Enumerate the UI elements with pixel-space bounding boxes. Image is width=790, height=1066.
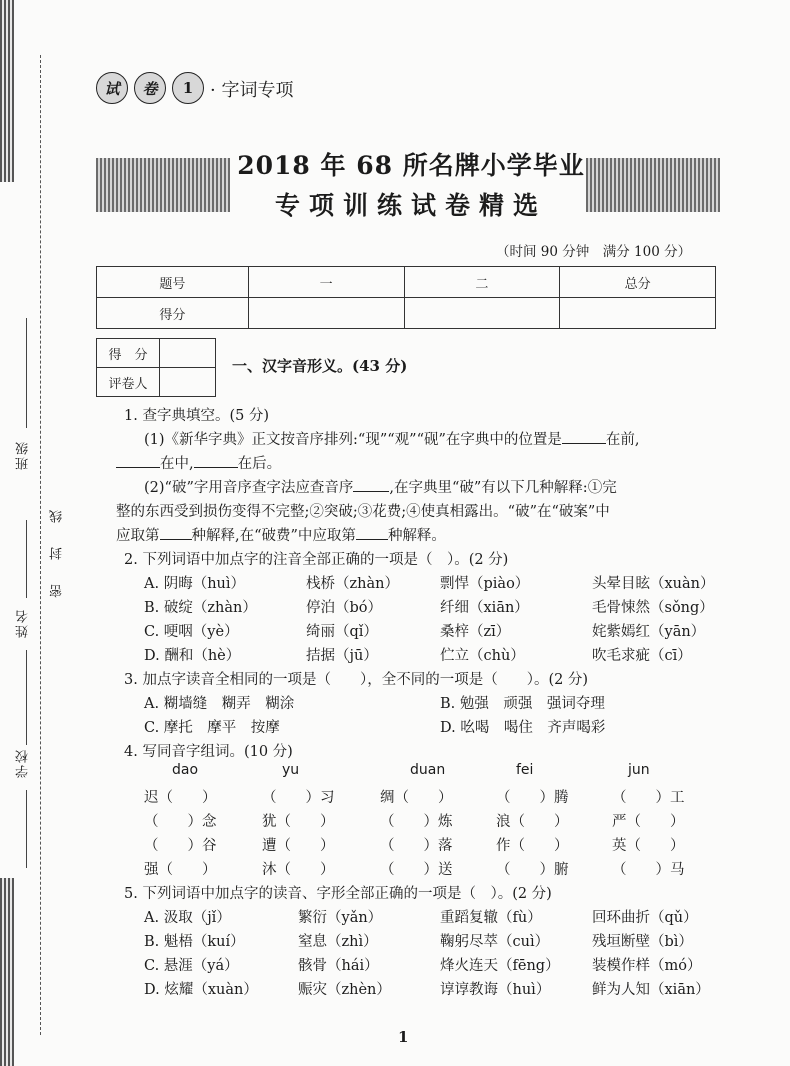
q5-c-3: 烽火连天（fēng） (440, 958, 560, 974)
q1-blank-6[interactable] (356, 539, 388, 540)
grade-box (96, 338, 216, 397)
score-header-total: 总分 (560, 267, 716, 298)
q4-r2-c2[interactable]: 犹（ ） (262, 814, 335, 830)
q2-b-1: B. 破绽（zhàn） (144, 600, 257, 616)
q2-c-2: 绮丽（qǐ） (306, 624, 378, 640)
score-header-2: 二 (404, 267, 560, 298)
q1-p1a: (1)《新华字典》正文按音序排列:“现”“观”“砚”在字典中的位置是 (144, 432, 562, 448)
q5-a-1: A. 汲取（jǐ） (144, 910, 231, 926)
q2-b-2: 停泊（bó） (306, 600, 383, 616)
q2-b-4: 毛骨悚然（sǒng） (592, 600, 714, 616)
q1-blank-4[interactable] (353, 491, 389, 492)
q2-c-3: 桑梓（zī） (440, 624, 511, 640)
seal-text: 密 封 线 (50, 500, 65, 598)
q4-pinyin-dao: dao (172, 762, 199, 778)
q2-d-3: 伫立（chù） (440, 648, 525, 664)
q1-stem: 1. 查字典填空。(5 分) (124, 408, 270, 424)
q1-part2-line1 (144, 476, 617, 497)
q2-option-d[interactable] (0, 644, 790, 664)
q3-stem: 3. 加点字读音全相同的一项是（ ），全不同的一项是（ ）。(2 分) (124, 672, 589, 688)
q4-r3-c3[interactable]: （ ）落 (380, 838, 453, 854)
q4-pinyin-fei: fei (516, 762, 534, 778)
q5-b-1: B. 魁梧（kuí） (144, 934, 245, 950)
q1-p2c: 整的东西受到损伤变得不完整;②突破;③花费;④使真相露出。“破”在“破案”中 (116, 504, 610, 520)
score-cell-2[interactable] (404, 298, 560, 329)
q3-option-d[interactable]: D. 吆喝 喝住 齐声喝彩 (440, 720, 606, 736)
q4-pinyin-jun: jun (628, 762, 650, 778)
q4-r4-c5[interactable]: （ ）马 (612, 862, 685, 878)
q3-option-b[interactable]: B. 勉强 顽强 强词夺理 (440, 696, 605, 712)
q4-r1-c1[interactable]: 迟（ ） (144, 790, 217, 806)
score-table (96, 266, 716, 329)
q1-blank-2[interactable] (116, 467, 160, 468)
q5-b-3: 鞠躬尽萃（cuì） (440, 934, 550, 950)
q5-option-c[interactable] (0, 954, 790, 974)
q5-c-4: 装模作样（mó） (592, 958, 702, 974)
q4-pinyin-duan: duan (410, 762, 446, 778)
q5-d-3: 谆谆教诲（huì） (440, 982, 551, 998)
q4-row-1 (0, 786, 790, 806)
q4-row-2 (0, 810, 790, 830)
q5-a-4: 回环曲折（qǔ） (592, 910, 698, 926)
q2-option-c[interactable] (0, 620, 790, 640)
q5-d-2: 赈灾（zhèn） (298, 982, 391, 998)
q1-p2a: (2)“破”字用音序查字法应查音序 (144, 480, 354, 496)
score-cell-1[interactable] (248, 298, 404, 329)
q4-r4-c3[interactable]: （ ）送 (380, 862, 453, 878)
q2-a-3: 剽悍（piào） (440, 576, 530, 592)
q1-p2d: 应取第 (116, 528, 160, 544)
q1-p2e: 种解释,在“破费”中应取第 (191, 528, 356, 544)
q2-a-2: 栈桥（zhàn） (306, 576, 399, 592)
q3-row-ab (0, 692, 790, 712)
q5-option-b[interactable] (0, 930, 790, 950)
q1-p1b: 在前, (605, 432, 640, 448)
q4-pinyin-yu: yu (282, 762, 300, 778)
grade-score-cell[interactable] (160, 339, 216, 368)
q4-r3-c5[interactable]: 英（ ） (612, 838, 685, 854)
q2-option-b[interactable] (0, 596, 790, 616)
q1-blank-1[interactable] (562, 443, 606, 444)
score-header-1: 一 (248, 267, 404, 298)
q4-r2-c4[interactable]: 浪（ ） (496, 814, 569, 830)
margin-stripe-top (0, 0, 14, 182)
time-info: （时间 90 分钟 满分 100 分） (496, 244, 692, 260)
q4-r1-c5[interactable]: （ ）工 (612, 790, 685, 806)
q3-option-c[interactable]: C. 摩托 摩平 按摩 (144, 720, 280, 736)
q1-part1-line1 (144, 428, 640, 449)
class-field[interactable] (26, 318, 27, 428)
seal-dashed-line (40, 55, 41, 1035)
q2-d-4: 吹毛求疵（cī） (592, 648, 692, 664)
q4-r3-c1[interactable]: （ ）谷 (144, 838, 217, 854)
grade-grader-cell[interactable] (160, 368, 216, 397)
q5-b-2: 窒息（zhì） (298, 934, 378, 950)
q4-r1-c2[interactable]: （ ）习 (262, 790, 335, 806)
q1-p1c: 在中, (160, 456, 194, 472)
q4-r2-c1[interactable]: （ ）念 (144, 814, 217, 830)
grade-score-label: 得 分 (97, 339, 160, 368)
q3-option-a[interactable]: A. 糊墙缝 糊弄 糊涂 (144, 696, 295, 712)
title-band-right (586, 158, 720, 212)
q4-r4-c2[interactable]: 沐（ ） (262, 862, 335, 878)
q4-row-4 (0, 858, 790, 878)
q2-c-4: 姹紫嫣红（yān） (592, 624, 706, 640)
q2-a-4: 头晕目眩（xuàn） (592, 576, 715, 592)
q1-part1-line2 (116, 452, 281, 473)
q2-d-1: D. 酬和（hè） (144, 648, 241, 664)
q4-row-3 (0, 834, 790, 854)
title-band-left (96, 158, 230, 212)
q4-stem: 4. 写同音字组词。(10 分) (124, 744, 293, 760)
q5-d-4: 鲜为人知（xiān） (592, 982, 710, 998)
q5-a-3: 重蹈复辙（fù） (440, 910, 542, 926)
q5-c-1: C. 悬涯（yá） (144, 958, 239, 974)
q1-blank-3[interactable] (194, 467, 238, 468)
q4-r3-c4[interactable]: 作（ ） (496, 838, 569, 854)
q5-option-d[interactable] (0, 978, 790, 998)
q5-d-1: D. 炫耀（xuàn） (144, 982, 258, 998)
header-subject: · 字词专项 (210, 80, 294, 101)
score-row-label: 得分 (97, 298, 249, 329)
q2-option-a[interactable] (0, 572, 790, 592)
q4-r3-c2[interactable]: 遭（ ） (262, 838, 335, 854)
title-line-2: 专项训练试卷精选 (274, 191, 547, 220)
q1-blank-5[interactable] (160, 539, 192, 540)
class-label: 班级 (16, 440, 31, 470)
q4-r1-c4[interactable]: （ ）腾 (496, 790, 569, 806)
school-label: 学校 (16, 748, 31, 778)
header-badge-3: 1 (172, 72, 204, 104)
q4-r2-c5[interactable]: 严（ ） (612, 814, 685, 830)
q5-b-4: 残垣断壁（bì） (592, 934, 693, 950)
q2-c-1: C. 哽咽（yè） (144, 624, 239, 640)
q2-stem: 2. 下列词语中加点字的注音全部正确的一项是（ ）。(2 分) (124, 552, 509, 568)
score-cell-total[interactable] (560, 298, 716, 329)
q4-pinyin-row (0, 762, 790, 782)
q4-r1-c3[interactable]: 绸（ ） (380, 790, 453, 806)
q2-a-1: A. 阴晦（huì） (144, 576, 246, 592)
header-badge-2: 卷 (134, 72, 166, 104)
grade-grader-label: 评卷人 (97, 368, 160, 397)
q4-r4-c1[interactable]: 强（ ） (144, 862, 217, 878)
q5-stem: 5. 下列词语中加点字的读音、字形全部正确的一项是（ ）。(2 分) (124, 886, 552, 902)
q3-row-cd (0, 716, 790, 736)
q5-c-2: 骸骨（hái） (298, 958, 379, 974)
q1-part2-line3 (116, 524, 446, 545)
q4-r2-c3[interactable]: （ ）炼 (380, 814, 453, 830)
q1-p2b: ,在字典里“破”有以下几种解释:①完 (389, 480, 617, 496)
q2-b-3: 纤细（xiān） (440, 600, 529, 616)
header-badge-1: 试 (96, 72, 128, 104)
title-line-1: 2018 年 68 所名牌小学毕业 (237, 151, 585, 180)
score-header-label: 题号 (97, 267, 249, 298)
name-label: 姓名 (16, 608, 31, 638)
q5-a-2: 繁衍（yǎn） (298, 910, 383, 926)
q2-d-2: 拮据（jū） (306, 648, 378, 664)
q5-option-a[interactable] (0, 906, 790, 926)
page-number: 1 (398, 1028, 409, 1046)
q1-p2f: 种解释。 (387, 528, 446, 544)
q1-p1d: 在后。 (237, 456, 282, 472)
q4-r4-c4[interactable]: （ ）腑 (496, 862, 569, 878)
section1-title: 一、汉字音形义。(43 分) (232, 357, 408, 375)
